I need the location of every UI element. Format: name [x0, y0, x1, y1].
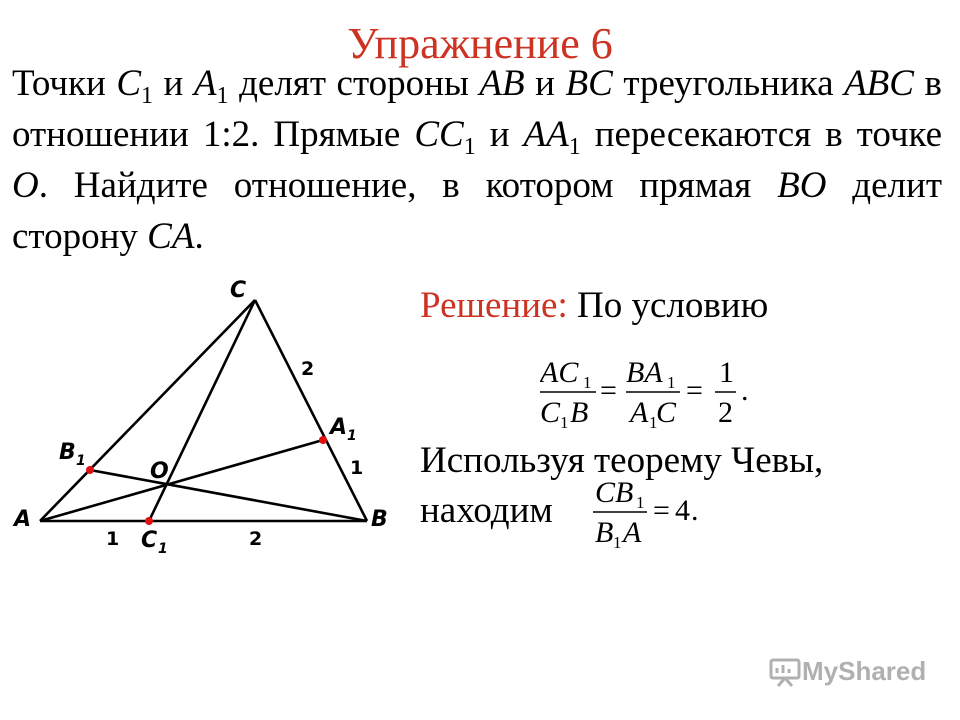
svg-text:CB: CB: [595, 476, 634, 509]
svg-text:1: 1: [719, 356, 734, 389]
cheva-result-formula: [593, 472, 713, 552]
svg-text:1: 1: [667, 373, 676, 392]
svg-text:C: C: [656, 396, 677, 429]
svg-text:B: B: [595, 516, 614, 549]
triangle-figure: [0, 268, 400, 568]
svg-text:B: B: [570, 396, 589, 429]
label-b: B: [371, 507, 388, 532]
label-c: C: [230, 278, 247, 303]
solution-text: Используя теорему Чевы, находим: [420, 440, 824, 531]
cevian-cc1: [149, 300, 255, 521]
solution-intro: Решение: По условию: [420, 285, 769, 326]
svg-text:2: 2: [718, 396, 733, 429]
label-o: O: [150, 459, 169, 484]
svg-text:1: 1: [613, 533, 622, 552]
ratio-formula: [540, 352, 770, 432]
length-c1b: 2: [249, 528, 263, 550]
svg-text:C: C: [540, 396, 561, 429]
label-a: A: [14, 507, 32, 532]
point-a1: [319, 436, 327, 444]
side-bc: [255, 300, 367, 521]
point-b1: [86, 466, 94, 474]
svg-text:1: 1: [636, 493, 645, 512]
side-ac: [40, 300, 255, 521]
svg-text:A: A: [630, 396, 649, 429]
problem-statement: Точки $C_1$ и $A_1$ делят стороны AB и BC треугольника ABC в отношении 1:2. Прямые $CC_1$ и $AA_1$ пересекаются в точке O. Найдите отношение, в котором прямая BO делит сторону CA.: [12, 63, 942, 257]
svg-text:BA: BA: [626, 356, 663, 389]
solution-label: Решение:: [420, 285, 568, 326]
svg-text:.: .: [691, 494, 699, 527]
svg-text:4: 4: [675, 494, 690, 527]
svg-text:1: 1: [649, 413, 658, 432]
svg-text:=: =: [600, 374, 617, 407]
label-c1-sub: 1: [158, 541, 168, 557]
label-a1-sub: 1: [347, 428, 357, 444]
length-ca1: 2: [301, 358, 315, 380]
svg-text:=: =: [653, 494, 670, 527]
label-b1: B: [59, 440, 76, 465]
svg-text:1: 1: [560, 413, 569, 432]
label-c1: C: [141, 528, 158, 553]
svg-text:1: 1: [583, 373, 592, 392]
presentation-board-icon: [768, 657, 802, 687]
label-b1-sub: 1: [76, 453, 86, 469]
slide-title: Упражнение 6: [347, 19, 613, 68]
svg-text:A: A: [623, 516, 642, 549]
watermark-logo: [768, 656, 926, 687]
svg-text:=: =: [686, 374, 703, 407]
logo-text: MyShared: [802, 656, 927, 686]
label-a1: A: [330, 415, 348, 440]
svg-text:AC: AC: [540, 356, 579, 389]
length-ac1: 1: [106, 528, 120, 550]
length-a1b: 1: [350, 457, 364, 479]
point-c1: [145, 517, 153, 525]
svg-text:.: .: [741, 374, 749, 407]
